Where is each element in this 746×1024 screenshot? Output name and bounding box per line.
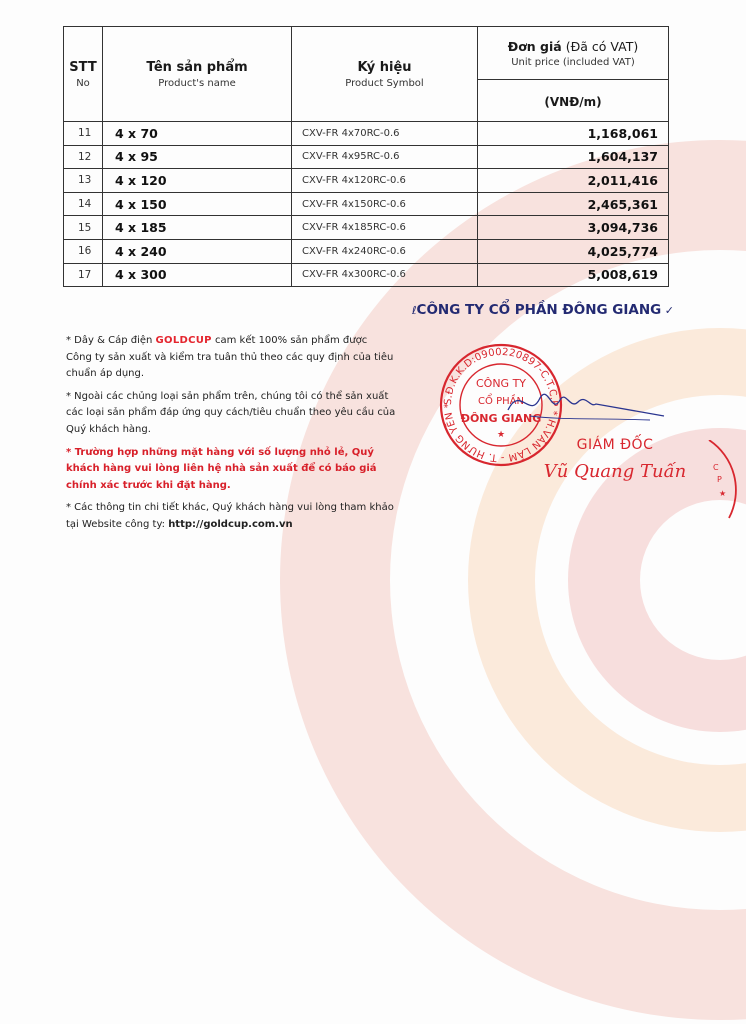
company-name: ℓCÔNG TY CỔ PHẦN ĐÔNG GIANG ✓ [412,302,674,318]
row-unit-price: 2,011,416 [478,169,669,193]
row-unit-price: 5,008,619 [478,263,669,287]
row-product-name: 4 x 240 [103,239,292,263]
row-product-symbol: CXV-FR 4x70RC-0.6 [292,122,478,146]
header-stt: STT No [64,27,103,122]
signatory-title: GIÁM ĐỐC [576,437,654,453]
row-unit-price: 4,025,774 [478,239,669,263]
goldcup-brand: GOLDCUP [155,335,212,346]
svg-text:P: P [717,475,722,484]
row-unit-price: 1,604,137 [478,145,669,169]
partial-seal-edge [707,440,737,520]
row-product-name: 4 x 120 [103,169,292,193]
table-row [64,239,669,263]
seal-ring-text: S.Đ.K.K.D:0900220897-C.T.C.P * H.VĂN LÂM - T. HƯNG YÊN * [442,346,560,464]
svg-text:C: C [713,463,719,472]
row-product-name: 4 x 70 [103,122,292,146]
row-product-symbol: CXV-FR 4x185RC-0.6 [292,216,478,240]
table-row [64,192,669,216]
header-unit-price: Đơn giá (Đã có VAT) Unit price (included VAT) [478,27,669,80]
handwritten-signature [500,380,670,430]
table-row [64,145,669,169]
row-unit-price: 2,465,361 [478,192,669,216]
row-product-symbol: CXV-FR 4x240RC-0.6 [292,239,478,263]
signatory-block [530,437,700,482]
svg-text:★: ★ [719,489,727,498]
header-product-name: Tên sản phẩm Product's name [103,27,292,122]
row-unit-price: 3,094,736 [478,216,669,240]
header-price-unit: (VNĐ/m) [478,80,669,122]
header-product-symbol: Ký hiệu Product Symbol [292,27,478,122]
table-row [64,169,669,193]
row-product-symbol: CXV-FR 4x95RC-0.6 [292,145,478,169]
svg-text:★: ★ [496,430,506,440]
table-row [64,216,669,240]
row-product-symbol: CXV-FR 4x150RC-0.6 [292,192,478,216]
note-commitment: * Dây & Cáp điện GOLDCUP cam kết 100% sản phẩm được Công ty sản xuất và kiểm tra tuân thủ theo các quy định của tiêu chuẩn áp dụng. [66,335,394,380]
row-stt: 15 [64,216,103,240]
price-table [63,26,669,287]
svg-text:CỔ PHẦN: CỔ PHẦN [478,396,524,407]
note-custom-products: * Ngoài các chủng loại sản phẩm trên, chúng tôi có thể sản xuất các loại sản phẩm đáp ứng quy cách/tiêu chuẩn theo yêu cầu của Quý khách hàng. [66,390,396,435]
note-website: * Các thông tin chi tiết khác, Quý khách hàng vui lòng tham khảo tại Website công ty: http://goldcup.com.vn [66,502,394,530]
row-product-name: 4 x 300 [103,263,292,287]
row-stt: 12 [64,145,103,169]
note-small-orders: * Trường hợp những mặt hàng với số lượng nhỏ lẻ, Quý khách hàng vui lòng liên hệ nhà sản xuất để có báo giá chính xác trước khi đặt hàng. [66,446,377,491]
row-stt: 11 [64,122,103,146]
row-product-name: 4 x 185 [103,216,292,240]
signatory-name: Vũ Quang Tuấn [543,461,687,482]
svg-text:ĐÔNG GIANG: ĐÔNG GIANG [460,412,542,425]
table-row [64,263,669,287]
notes-section [66,333,396,540]
row-product-symbol: CXV-FR 4x120RC-0.6 [292,169,478,193]
svg-text:CÔNG TY: CÔNG TY [475,377,527,390]
row-stt: 14 [64,192,103,216]
row-product-name: 4 x 150 [103,192,292,216]
row-stt: 16 [64,239,103,263]
table-row [64,122,669,146]
row-stt: 13 [64,169,103,193]
row-stt: 17 [64,263,103,287]
row-product-name: 4 x 95 [103,145,292,169]
row-unit-price: 1,168,061 [478,122,669,146]
website-link[interactable]: http://goldcup.com.vn [168,518,293,530]
row-product-symbol: CXV-FR 4x300RC-0.6 [292,263,478,287]
